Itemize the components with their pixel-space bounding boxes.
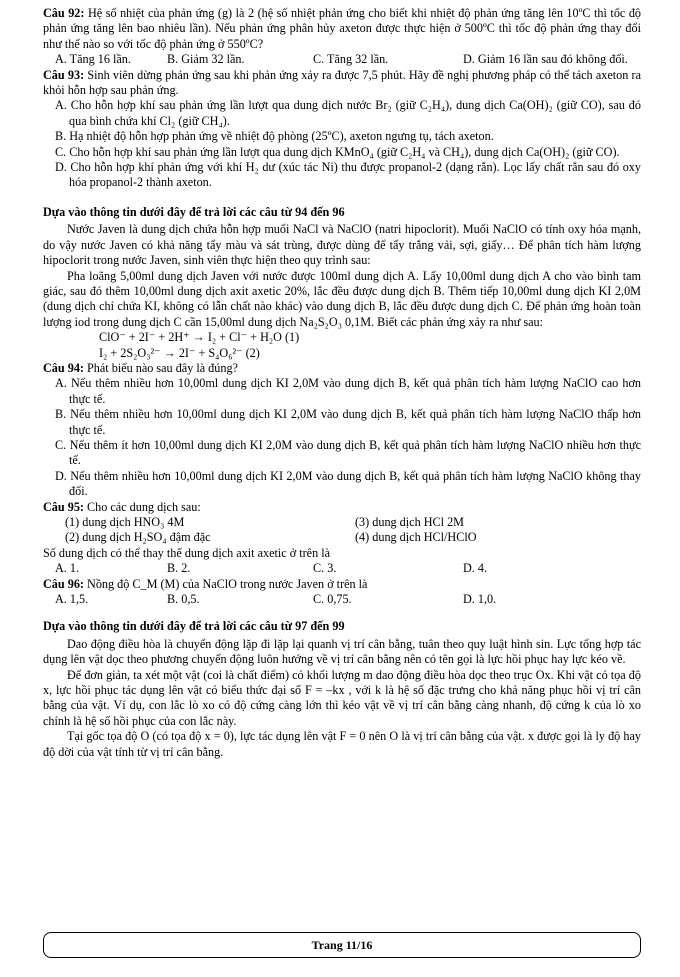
option-d: D. Cho hỗn hợp khí phản ứng với khí H₂ dư (xúc tác Ni) thu được propanol-2 (dạng rắn). Lọc lấy chất rắn sau đó oxy hóa propanol-2 thành axeton. bbox=[55, 160, 641, 190]
equation-2: I₂ + 2S₂O₃²⁻ → 2I⁻ + S₄O₆²⁻ (2) bbox=[99, 345, 260, 360]
answer-options bbox=[43, 561, 641, 576]
option-c: C. 3. bbox=[313, 561, 337, 576]
question-label: Câu 92: bbox=[43, 6, 85, 20]
paragraph: Tại gốc tọa độ O (có tọa độ x = 0), lực tác dụng lên vật F = 0 nên O là vị trí cân bằng của vật. x được gọi là ly độ hay độ dời của vật tính từ vị trí cân bằng. bbox=[43, 729, 641, 759]
document-page bbox=[43, 6, 641, 760]
paragraph: Để đơn giản, ta xét một vật (coi là chất điểm) có khối lượng m dao động điều hòa dọc theo trục Ox. Khi vật có tọa độ x, lực hồi phục tác dụng lên vật có biểu thức đại số F = –kx , với k là hệ số đặc trưng cho khả năng phục hồi vị trí cân bằng của vật. Ví dụ, con lắc lò xo có độ cứng càng lớn thì kéo vật về vị trí cân bằng càng nhanh, độ cứng k của lò xo chính là hệ số hồi phục của con lắc này. bbox=[43, 667, 641, 728]
list-item: (1) dung dịch HNO₃ 4M bbox=[65, 515, 185, 529]
option-c: C. Cho hỗn hợp khí sau phản ứng lần lượt qua dung dịch KMnO₄ (giữ C₂H₄ và CH₄), dung dịch Ca(OH)₂ (giữ CO). bbox=[55, 144, 620, 159]
question-label: Câu 95: bbox=[43, 499, 84, 514]
option-d: D. 1,0. bbox=[463, 592, 497, 607]
option-d: D. 4. bbox=[463, 561, 488, 576]
question-94 bbox=[43, 361, 641, 376]
option-b: B. Nếu thêm nhiều hơn 10,00ml dung dịch KI 2,0M vào dung dịch B, kết quả phân tích hàm lượng NaClO thấp hơn thực tế. bbox=[55, 407, 641, 437]
paragraph: Nước Javen là dung dịch chứa hỗn hợp muối NaCl và NaClO (natri hipoclorit). Muối NaClO có tính oxy hóa mạnh, do vậy nước Javen có khả năng tẩy màu và sát trùng, được dùng để tẩy trắng vải, sợi, giấy… Để phân tích hàm lượng hipoclorit trong nước Javen, sinh viên thực hiện theo quy trình sau: bbox=[43, 222, 641, 268]
section-heading: Dựa vào thông tin dưới đây để trả lời các câu từ 94 đến 96 bbox=[43, 204, 345, 219]
option-d: D. Nếu thêm nhiều hơn 10,00ml dung dịch KI 2,0M vào dung dịch B, kết quả phân tích hàm lượng NaClO không thay đổi. bbox=[55, 468, 641, 499]
answer-options bbox=[43, 52, 641, 67]
question-93 bbox=[43, 68, 641, 99]
option-c: C. Nếu thêm ít hơn 10,00ml dung dịch KI 2,0M vào dung dịch B, kết quả phân tích hàm lượng NaClO nhiều hơn thực tế. bbox=[55, 437, 641, 468]
option-a: A. 1,5. bbox=[55, 592, 89, 607]
page-number-footer: Trang 11/16 bbox=[43, 932, 641, 958]
option-b: B. Giảm 32 lần. bbox=[167, 52, 245, 67]
question-label: Câu 94: bbox=[43, 360, 84, 375]
question-92 bbox=[43, 6, 641, 52]
question-text: Hệ số nhiệt của phản ứng (g) là 2 (hệ số nhiệt phản ứng cho biết khi nhiệt độ phản ứng tăng lên 10ºC thì tốc độ phản ứng tăng lên bao nhiêu lần). Nếu phản ứng phân hủy axeton được thực hiện ở 500ºC thì tốc độ phản ứng thay đổi như thế nào so với tốc độ phản ứng ở 550ºC? bbox=[43, 6, 642, 51]
option-b: B. 2. bbox=[167, 561, 191, 576]
option-c: C. Tăng 32 lần. bbox=[313, 52, 389, 67]
paragraph: Dao động điều hòa là chuyển động lặp đi lặp lại quanh vị trí cân bằng, tuân theo quy luật hình sin. Lực tổng hợp tác dụng lên vật dọc theo phương chuyển động luôn hướng về vị trí cân bằng nên có tên gọi là lực hồi phục hay lực kéo về. bbox=[43, 636, 641, 667]
question-text: Phát biểu nào sau đây là đúng? bbox=[87, 360, 238, 375]
option-a: A. Cho hỗn hợp khí sau phản ứng lần lượt qua dung dịch nước Br₂ (giữ C₂H₄), dung dịch Ca(OH)₂ (giữ CO), sau đó qua bình chứa khí Cl₂ (giữ CH₄). bbox=[55, 98, 641, 128]
list-item: (4) dung dịch HCl/HClO bbox=[355, 530, 477, 545]
question-96 bbox=[43, 577, 641, 592]
answer-options bbox=[43, 592, 641, 607]
section-heading: Dựa vào thông tin dưới đây để trả lời các câu từ 97 đến 99 bbox=[43, 619, 345, 634]
question-prompt: Số dung dịch có thể thay thế dung dịch axit axetic ở trên là bbox=[43, 545, 331, 560]
paragraph: Pha loãng 5,00ml dung dịch Javen với nước được 100ml dung dịch A. Lấy 10,00ml dung dịch A cho vào bình tam giác, sau đó thêm 10,00ml dung dịch axit axetic 20%, lắc đều được dung dịch B. Thêm tiếp 10,00ml dung dịch KI 2,0M (dung dịch chỉ chứa KI, không có lẫn chất nào khác) vào dung dịch B, lắc đều được dung dịch C. Để phản ứng hoàn toàn lượng iod trong dung dịch C cần 15,00ml dung dịch Na₂S₂O₃ 0,1M. Biết các phản ứng xảy ra như sau: bbox=[43, 268, 641, 329]
list-item: (3) dung dịch HCl 2M bbox=[355, 515, 465, 529]
question-label: Câu 93: bbox=[43, 67, 85, 82]
option-a: A. Tăng 16 lần. bbox=[55, 52, 131, 67]
question-text: Sinh viên dừng phản ứng sau khi phản ứng xảy ra được 7,5 phút. Hãy đề nghị phương pháp có thể tách axeton ra khỏi hỗn hợp sau phản ứng. bbox=[43, 67, 642, 98]
question-text: Cho các dung dịch sau: bbox=[87, 499, 201, 514]
solution-list bbox=[43, 515, 641, 546]
option-a: A. 1. bbox=[55, 561, 80, 576]
question-label: Câu 96: bbox=[43, 576, 84, 591]
equation-1: ClO⁻ + 2I⁻ + 2H⁺ → I₂ + Cl⁻ + H₂O (1) bbox=[99, 330, 300, 345]
option-a: A. Nếu thêm nhiều hơn 10,00ml dung dịch KI 2,0M vào dung dịch B, kết quả phân tích hàm lượng NaClO cao hơn thực tế. bbox=[55, 376, 641, 406]
option-b: B. 0,5. bbox=[167, 592, 200, 607]
question-95 bbox=[43, 500, 641, 515]
option-b: B. Hạ nhiệt độ hỗn hợp phản ứng về nhiệt độ phòng (25ºC), axeton ngưng tụ, tách axeton. bbox=[55, 129, 494, 144]
option-d: D. Giảm 16 lần sau đó không đổi. bbox=[463, 52, 628, 67]
option-c: C. 0,75. bbox=[313, 592, 352, 607]
list-item: (2) dung dịch H₂SO₄ đậm đặc bbox=[65, 530, 211, 545]
question-text: Nồng độ C_M (M) của NaClO trong nước Javen ở trên là bbox=[87, 576, 368, 591]
